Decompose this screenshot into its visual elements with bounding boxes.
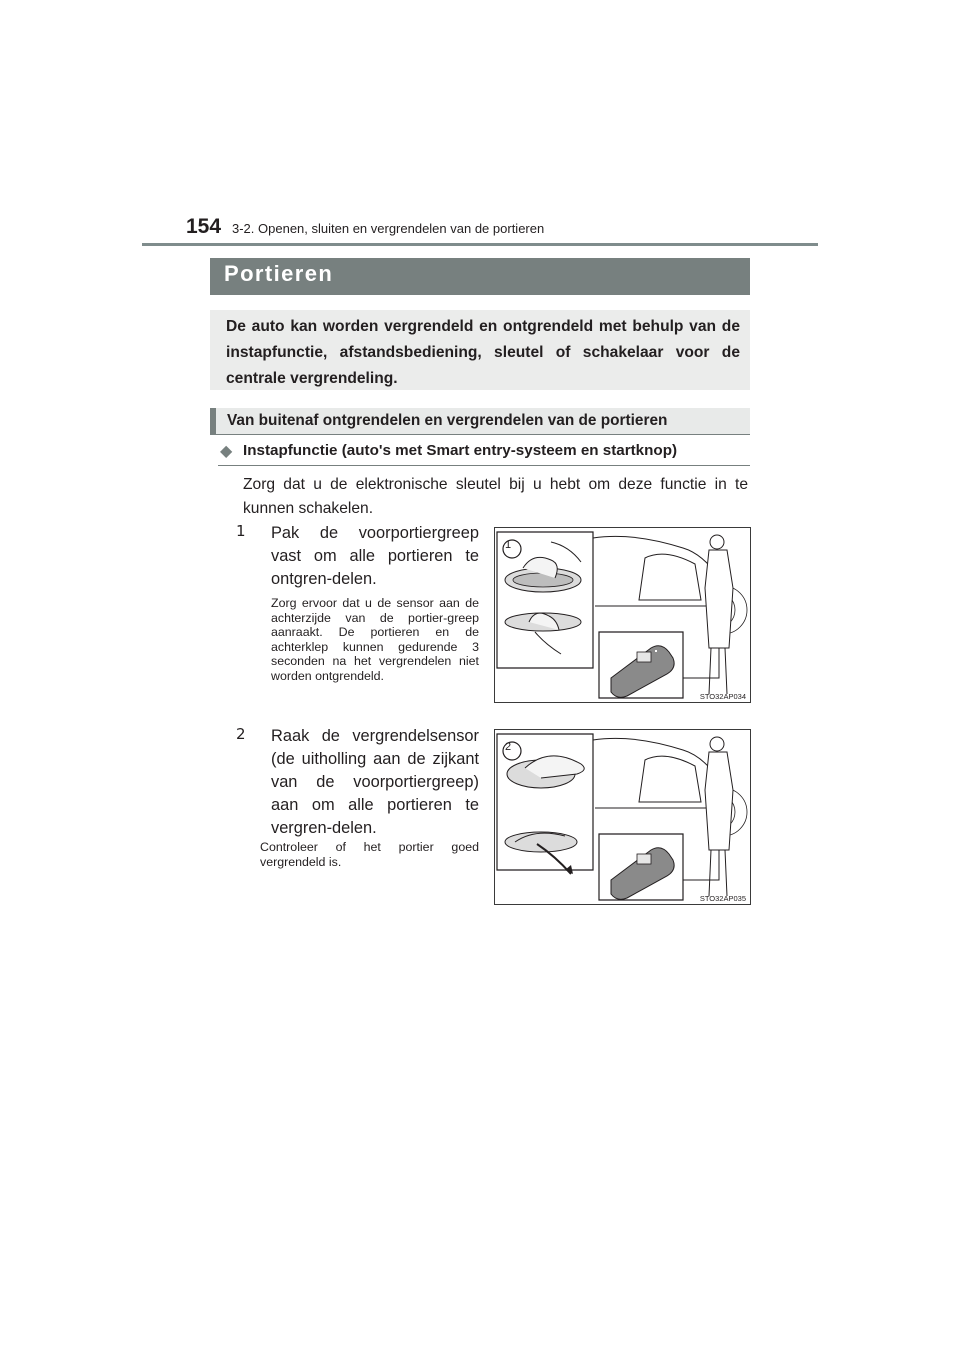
figure-unlock [494,527,751,703]
step-number-1: 1 [236,522,246,540]
chapter-title: 3-2. Openen, sluiten en vergrendelen van de portieren [232,221,545,236]
section-heading-bar [210,408,750,435]
figure-code-1: STO32AP034 [699,692,746,701]
page-number: 154 [186,215,222,238]
step-2-note: Controleer of het portier goed vergrendeld is. [260,840,479,869]
diamond-icon: ◆ [220,443,233,460]
subheading-divider [218,465,750,466]
header-divider [142,243,818,246]
section-divider [210,434,750,435]
step-1-note: Zorg ervoor dat u de sensor aan de achterzijde van de portier-greep aanraakt. De portieren en de achterklep kunnen gedurende 3 seconden na het vergrendelen niet worden ontgrendeld. [271,596,479,683]
intro-box [210,310,750,390]
intro-text: De auto kan worden vergrendeld en ontgrendeld met behulp van de instapfunctie, afstandsbediening, sleutel of schakelaar voor de centrale vergrendeling. [226,318,740,387]
figure-label-1: 1 [505,539,512,551]
figure-label-2: 2 [505,741,512,753]
title-bar [210,258,750,295]
subheading: Instapfunctie (auto's met Smart entry-systeem en startknop) [243,442,678,459]
step-2-text: Raak de vergrendelsensor (de uitholling aan de zijkant van de voorportiergreep) aan om alle portieren te vergren-delen. [271,727,479,837]
step-1-text: Pak de voorportiergreep vast om alle portieren te ontgren-delen. [271,524,479,588]
step-number-2: 2 [236,725,246,743]
unlock-illustration [495,528,750,702]
description: Zorg dat u de elektronische sleutel bij u hebt om deze functie in te kunnen schakelen. [243,476,748,517]
section-heading: Van buitenaf ontgrendelen en vergrendelen van de portieren [227,412,668,429]
section-accent [210,408,216,435]
page-title: Portieren [224,261,334,286]
lock-illustration [495,730,750,904]
figure-lock [494,729,751,905]
figure-code-2: STO32AP035 [699,894,746,903]
